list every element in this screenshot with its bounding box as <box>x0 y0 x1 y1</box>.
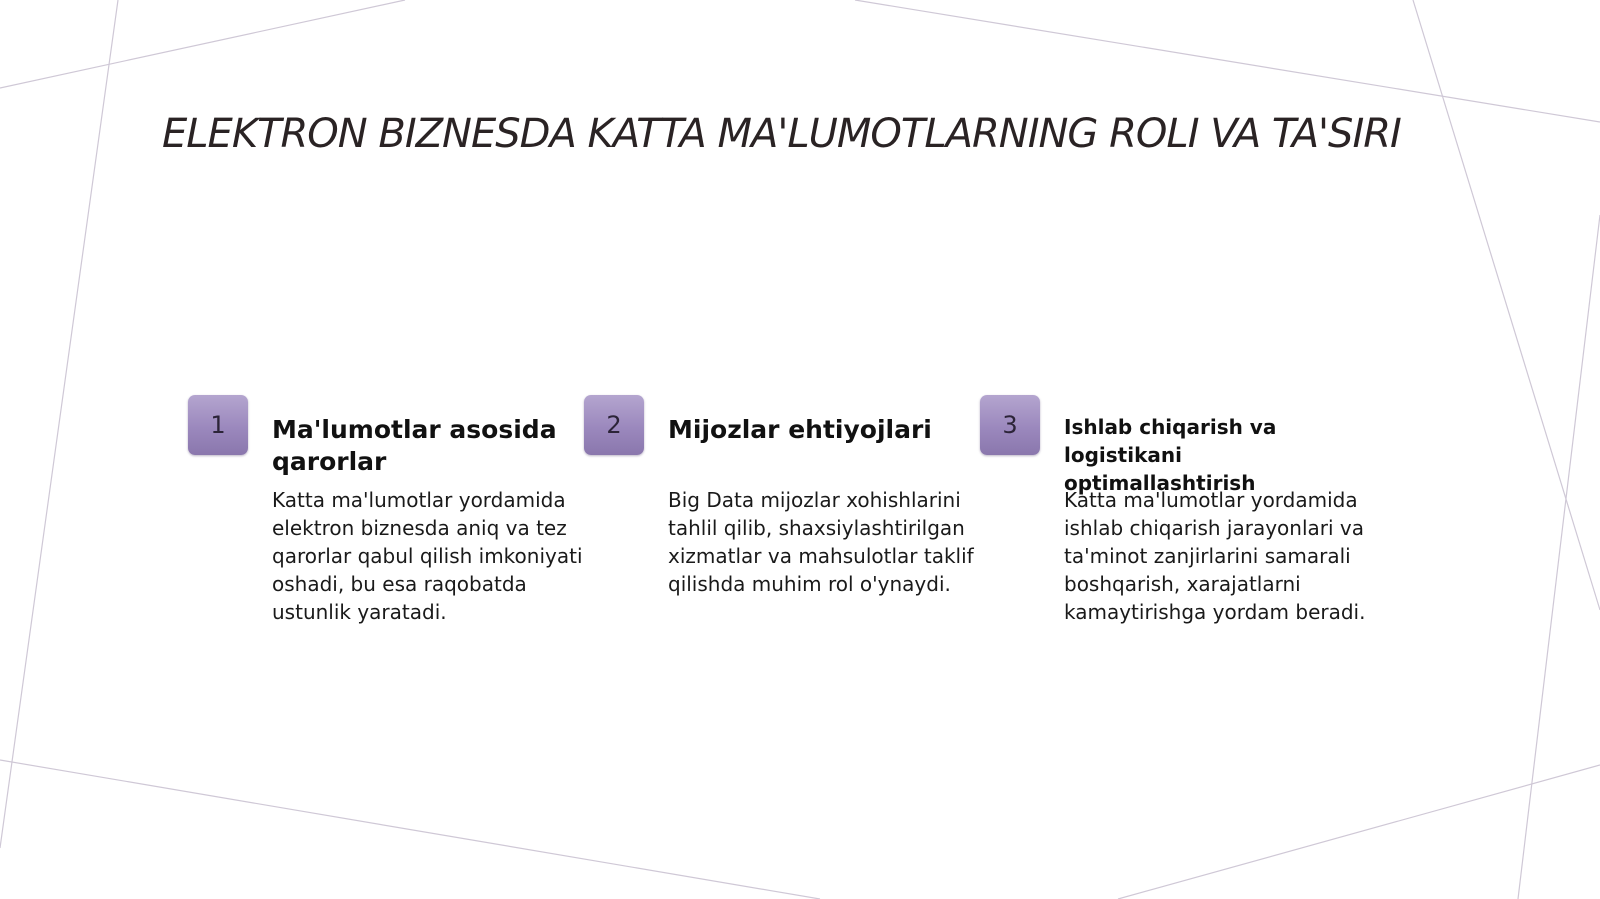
decor-line <box>0 0 118 848</box>
decor-line <box>855 0 1600 122</box>
decor-line <box>1118 765 1600 899</box>
step-number-badge: 1 <box>188 395 248 455</box>
step-description: Katta ma'lumotlar yordamida ishlab chiqarish jarayonlari va ta'minot zanjirlarini samarali boshqarish, xarajatlarni kamaytirishga yordam beradi. <box>1064 488 1366 624</box>
step-heading: Ishlab chiqarish va logistikani optimallashtirish <box>1064 415 1277 495</box>
step-number-badge: 3 <box>980 395 1040 455</box>
step-heading: Ma'lumotlar asosida qarorlar <box>272 415 557 476</box>
decor-line <box>0 760 820 899</box>
decor-line <box>1518 215 1600 899</box>
step-description: Katta ma'lumotlar yordamida elektron biznesda aniq va tez qarorlar qabul qilish imkoniyati oshadi, bu esa raqobatda ustunlik yaratadi. <box>272 488 583 624</box>
slide-title: ELEKTRON BIZNESDA KATTA MA'LUMOTLARNING ROLI VA TA'SIRI <box>162 111 1401 157</box>
step-number-badge: 2 <box>584 395 644 455</box>
decor-line <box>0 0 405 88</box>
step-description: Big Data mijozlar xohishlarini tahlil qilib, shaxsiylashtirilgan xizmatlar va mahsulotlar taklif qilishda muhim rol o'ynaydi. <box>668 488 974 596</box>
step-heading: Mijozlar ehtiyojlari <box>668 415 932 444</box>
decor-line <box>1413 0 1600 610</box>
